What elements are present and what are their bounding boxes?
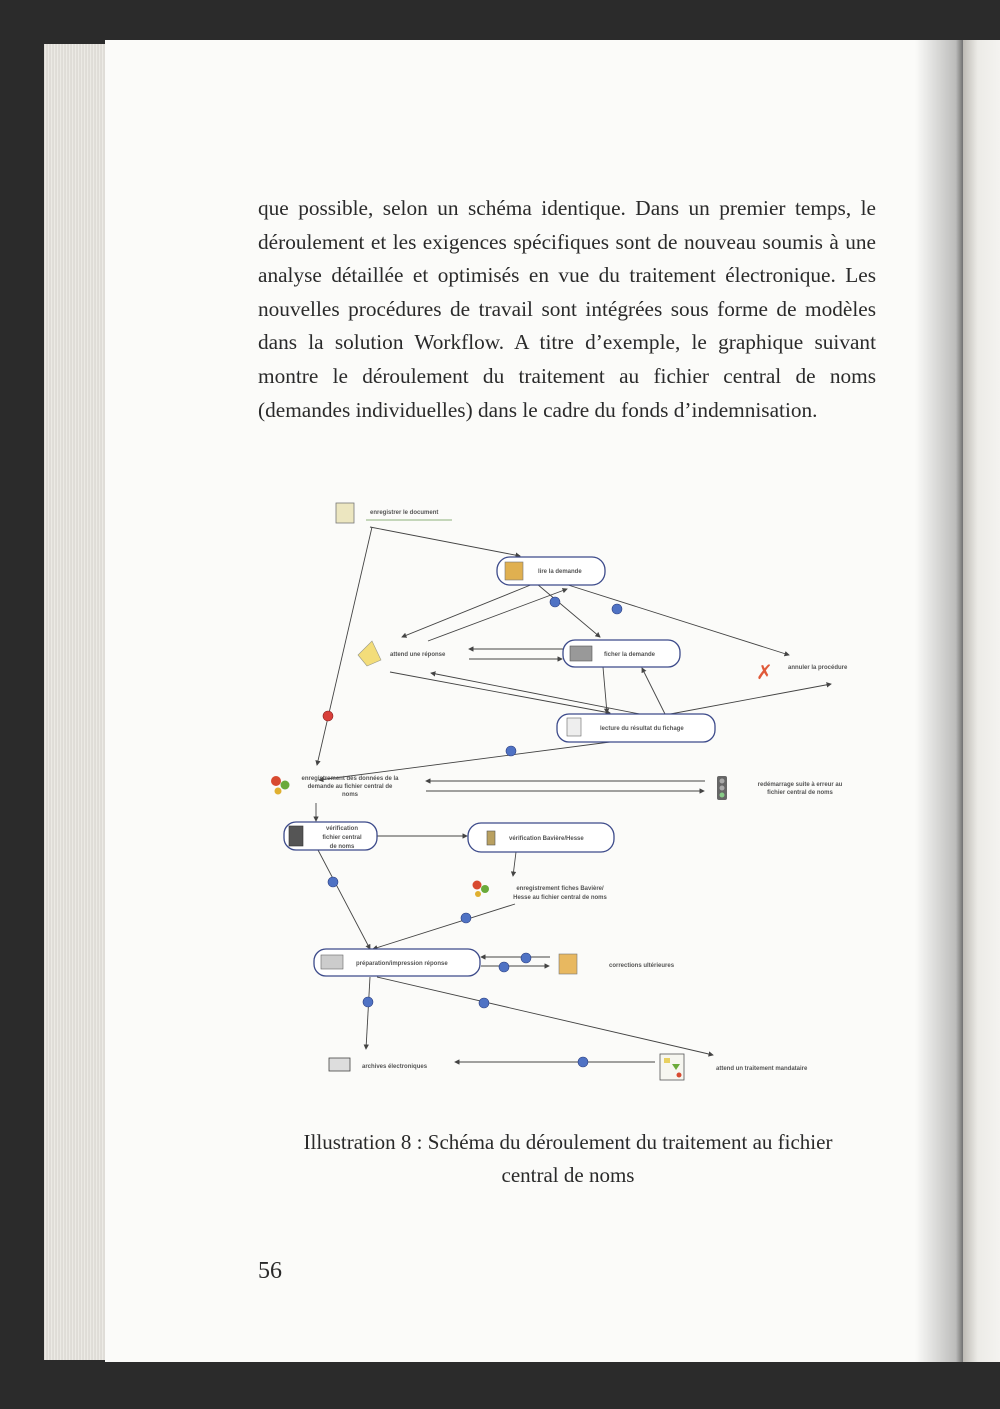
node-lecture-resultat	[557, 714, 715, 742]
node-enregistrer-document	[336, 503, 452, 523]
figure-caption	[258, 1126, 878, 1192]
node-mandataire	[660, 1054, 808, 1080]
cabinet-icon	[289, 826, 303, 846]
report-icon	[567, 718, 581, 736]
file-icon	[487, 831, 495, 845]
card-file-icon	[570, 646, 592, 661]
note-icon	[358, 641, 381, 666]
node-label-line: demande au fichier central de	[307, 784, 393, 790]
node-label: ficher la demande	[604, 652, 656, 658]
node-label-line: vérification	[325, 826, 359, 832]
document-icon	[336, 503, 354, 523]
cancel-icon: ✗	[756, 660, 773, 684]
node-redemarrage	[717, 776, 843, 800]
node-label: lire la demande	[538, 569, 582, 575]
paragraph-text: que possible, selon un schéma identique. Dans un premier temps, le déroulement et les exigences spécifiques sont de nouveau soumis à une analyse détaillée et optimisés en vue du traitement électronique. Les nouvelles procédures de travail sont intégrées sous forme de modèles dans la solution Workflow. A titre d’exemple, le graphique suivant montre le déroulement du traitement au fichier central de noms (demandes individuelles) dans le cadre du fonds d’indemnisation.	[258, 196, 876, 422]
node-label: corrections ultérieures	[609, 963, 675, 969]
node-ficher-demande	[563, 640, 680, 667]
node-verification-baviere	[468, 823, 614, 852]
node-label-line: enregistrement fiches Bavière/	[516, 886, 604, 892]
node-preparation-impression	[314, 949, 480, 976]
node-enregistrement-fiches	[473, 881, 608, 902]
node-archives	[329, 1058, 428, 1071]
node-label: attend une réponse	[390, 652, 446, 658]
node-lire-demande	[497, 557, 605, 585]
caption-line: central de noms	[501, 1163, 635, 1187]
gears-icon	[473, 881, 490, 898]
node-label-line: enregistrement des données de la	[301, 776, 399, 782]
node-label: enregistrer le document	[370, 510, 439, 516]
node-label: vérification Bavière/Hesse	[509, 836, 584, 842]
node-label-line: fichier central de noms	[767, 790, 833, 796]
node-label-line: noms	[341, 792, 359, 798]
connectors	[316, 527, 831, 1062]
caption-line: Illustration 8 : Schéma du déroulement du traitement au fichier	[303, 1130, 833, 1154]
traffic-light-icon	[717, 776, 727, 800]
node-label: attend un traitement mandataire	[716, 1066, 808, 1072]
node-verification-fichier	[284, 822, 377, 850]
archive-icon	[329, 1058, 350, 1071]
node-label-line: fichier central	[322, 835, 362, 841]
node-label-line: de noms	[329, 844, 355, 850]
node-attend-reponse	[358, 641, 446, 666]
page-number: 56	[258, 1258, 282, 1284]
node-label: lecture du résultat du fichage	[600, 726, 684, 732]
node-label: préparation/impression réponse	[356, 961, 448, 967]
node-label: annuler la procédure	[788, 665, 848, 671]
node-annuler-procedure	[756, 660, 848, 684]
node-corrections	[559, 954, 675, 974]
node-label-line: Hesse au fichier central de noms	[513, 895, 607, 901]
printer-icon	[321, 955, 343, 969]
reader-icon	[505, 562, 523, 580]
folder-edit-icon	[559, 954, 577, 974]
node-label: archives électroniques	[362, 1064, 428, 1070]
node-label-line: redémarrage suite à erreur au	[757, 782, 843, 788]
gears-icon	[271, 776, 290, 795]
node-enregistrement-donnees	[271, 776, 399, 798]
